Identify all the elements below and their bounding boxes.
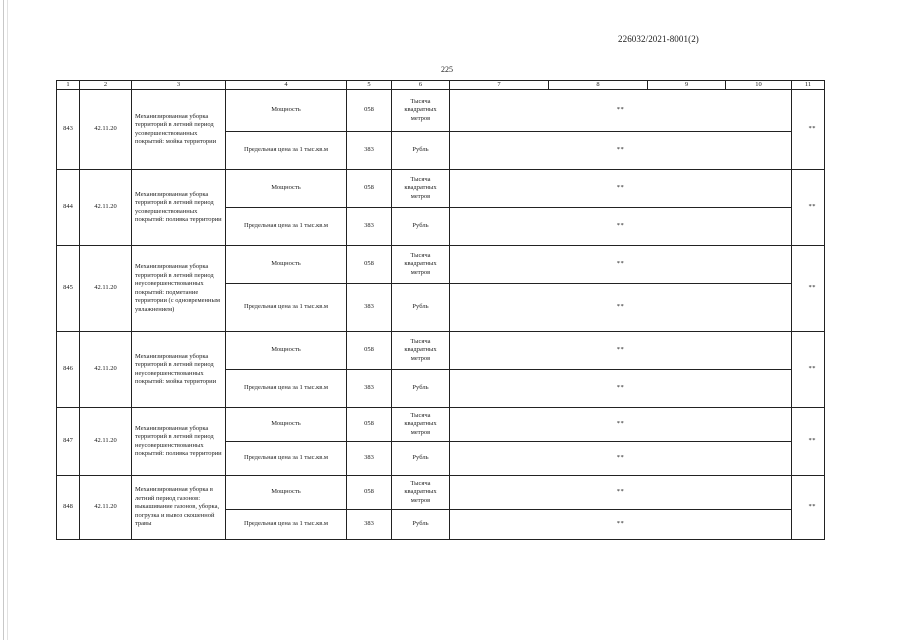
value-cell: ** bbox=[450, 370, 792, 408]
characteristic-name: Мощность bbox=[226, 246, 347, 284]
unit-code: 383 bbox=[347, 208, 392, 246]
column-11-value: ** bbox=[792, 476, 825, 540]
column-11-value: ** bbox=[792, 408, 825, 476]
unit-code: 058 bbox=[347, 170, 392, 208]
characteristic-name: Предельная цена за 1 тыс.кв.м bbox=[226, 442, 347, 476]
value-cell: ** bbox=[450, 208, 792, 246]
row-number: 845 bbox=[57, 246, 80, 332]
characteristic-name: Мощность bbox=[226, 408, 347, 442]
scan-margin-line bbox=[3, 0, 4, 640]
characteristic-name: Предельная цена за 1 тыс.кв.м bbox=[226, 132, 347, 170]
unit-name: Тысяча квадратных метров bbox=[392, 408, 450, 442]
header-cell: 9 bbox=[648, 81, 726, 90]
unit-code: 383 bbox=[347, 442, 392, 476]
characteristic-name: Мощность bbox=[226, 332, 347, 370]
value-cell: ** bbox=[450, 132, 792, 170]
unit-name: Тысяча квадратных метров bbox=[392, 246, 450, 284]
column-11-value: ** bbox=[792, 332, 825, 408]
characteristic-name: Мощность bbox=[226, 90, 347, 132]
unit-name: Рубль bbox=[392, 132, 450, 170]
row-number: 848 bbox=[57, 476, 80, 540]
unit-code: 383 bbox=[347, 370, 392, 408]
value-cell: ** bbox=[450, 246, 792, 284]
unit-code: 058 bbox=[347, 246, 392, 284]
unit-code: 058 bbox=[347, 408, 392, 442]
unit-name: Тысяча квадратных метров bbox=[392, 170, 450, 208]
row-number: 844 bbox=[57, 170, 80, 246]
unit-name: Тысяча квадратных метров bbox=[392, 476, 450, 510]
value-cell: ** bbox=[450, 442, 792, 476]
table-row bbox=[57, 408, 825, 442]
price-table bbox=[56, 80, 825, 540]
header-row bbox=[57, 81, 825, 90]
header-cell: 6 bbox=[392, 81, 450, 90]
table-row bbox=[57, 90, 825, 132]
header-cell: 1 bbox=[57, 81, 80, 90]
okpd-code: 42.11.20 bbox=[80, 476, 132, 540]
scan-margin-line-secondary bbox=[7, 0, 8, 640]
page-number: 225 bbox=[441, 65, 453, 74]
value-cell: ** bbox=[450, 170, 792, 208]
service-description: Механизированная уборка территорий в летний период усовершенствованных покрытий: поливка территории bbox=[132, 170, 226, 246]
characteristic-name: Мощность bbox=[226, 476, 347, 510]
unit-name: Рубль bbox=[392, 442, 450, 476]
row-number: 843 bbox=[57, 90, 80, 170]
characteristic-name: Предельная цена за 1 тыс.кв.м bbox=[226, 370, 347, 408]
header-cell: 10 bbox=[726, 81, 792, 90]
service-description: Механизированная уборка территорий в летний период усовершенствованных покрытий: мойка территории bbox=[132, 90, 226, 170]
table-row bbox=[57, 332, 825, 370]
unit-code: 383 bbox=[347, 510, 392, 540]
unit-name: Рубль bbox=[392, 510, 450, 540]
characteristic-name: Предельная цена за 1 тыс.кв.м bbox=[226, 208, 347, 246]
okpd-code: 42.11.20 bbox=[80, 332, 132, 408]
header-cell: 7 bbox=[450, 81, 549, 90]
unit-name: Тысяча квадратных метров bbox=[392, 332, 450, 370]
unit-code: 058 bbox=[347, 332, 392, 370]
unit-name: Рубль bbox=[392, 370, 450, 408]
table-row bbox=[57, 476, 825, 510]
service-description: Механизированная уборка территорий в летний период неусовершенствованных покрытий: поливка территории bbox=[132, 408, 226, 476]
unit-name: Рубль bbox=[392, 284, 450, 332]
column-11-value: ** bbox=[792, 90, 825, 170]
characteristic-name: Предельная цена за 1 тыс.кв.м bbox=[226, 510, 347, 540]
value-cell: ** bbox=[450, 408, 792, 442]
header-cell: 5 bbox=[347, 81, 392, 90]
unit-code: 058 bbox=[347, 90, 392, 132]
value-cell: ** bbox=[450, 510, 792, 540]
unit-code: 383 bbox=[347, 284, 392, 332]
row-number: 846 bbox=[57, 332, 80, 408]
unit-code: 383 bbox=[347, 132, 392, 170]
value-cell: ** bbox=[450, 476, 792, 510]
service-description: Механизированная уборка территорий в летний период неусовершенствованных покрытий: мойка территории bbox=[132, 332, 226, 408]
header-cell: 2 bbox=[80, 81, 132, 90]
service-description: Механизированная уборка в летний период газонов: выкашивание газонов, уборка, погрузка и вывоз скошенной травы bbox=[132, 476, 226, 540]
column-11-value: ** bbox=[792, 246, 825, 332]
value-cell: ** bbox=[450, 332, 792, 370]
okpd-code: 42.11.20 bbox=[80, 246, 132, 332]
okpd-code: 42.11.20 bbox=[80, 408, 132, 476]
unit-name: Рубль bbox=[392, 208, 450, 246]
header-cell: 8 bbox=[549, 81, 648, 90]
row-number: 847 bbox=[57, 408, 80, 476]
value-cell: ** bbox=[450, 284, 792, 332]
service-description: Механизированная уборка территорий в летний период неусовершенствованных покрытий: подметание территории (с одновременным увлажнением) bbox=[132, 246, 226, 332]
characteristic-name: Мощность bbox=[226, 170, 347, 208]
table-row bbox=[57, 170, 825, 208]
okpd-code: 42.11.20 bbox=[80, 170, 132, 246]
unit-name: Тысяча квадратных метров bbox=[392, 90, 450, 132]
table-body bbox=[57, 81, 825, 540]
header-cell: 11 bbox=[792, 81, 825, 90]
document-number: 226032/2021-8001(2) bbox=[618, 34, 699, 44]
header-cell: 3 bbox=[132, 81, 226, 90]
header-cell: 4 bbox=[226, 81, 347, 90]
column-11-value: ** bbox=[792, 170, 825, 246]
characteristic-name: Предельная цена за 1 тыс.кв.м bbox=[226, 284, 347, 332]
table-row bbox=[57, 246, 825, 284]
unit-code: 058 bbox=[347, 476, 392, 510]
value-cell: ** bbox=[450, 90, 792, 132]
okpd-code: 42.11.20 bbox=[80, 90, 132, 170]
